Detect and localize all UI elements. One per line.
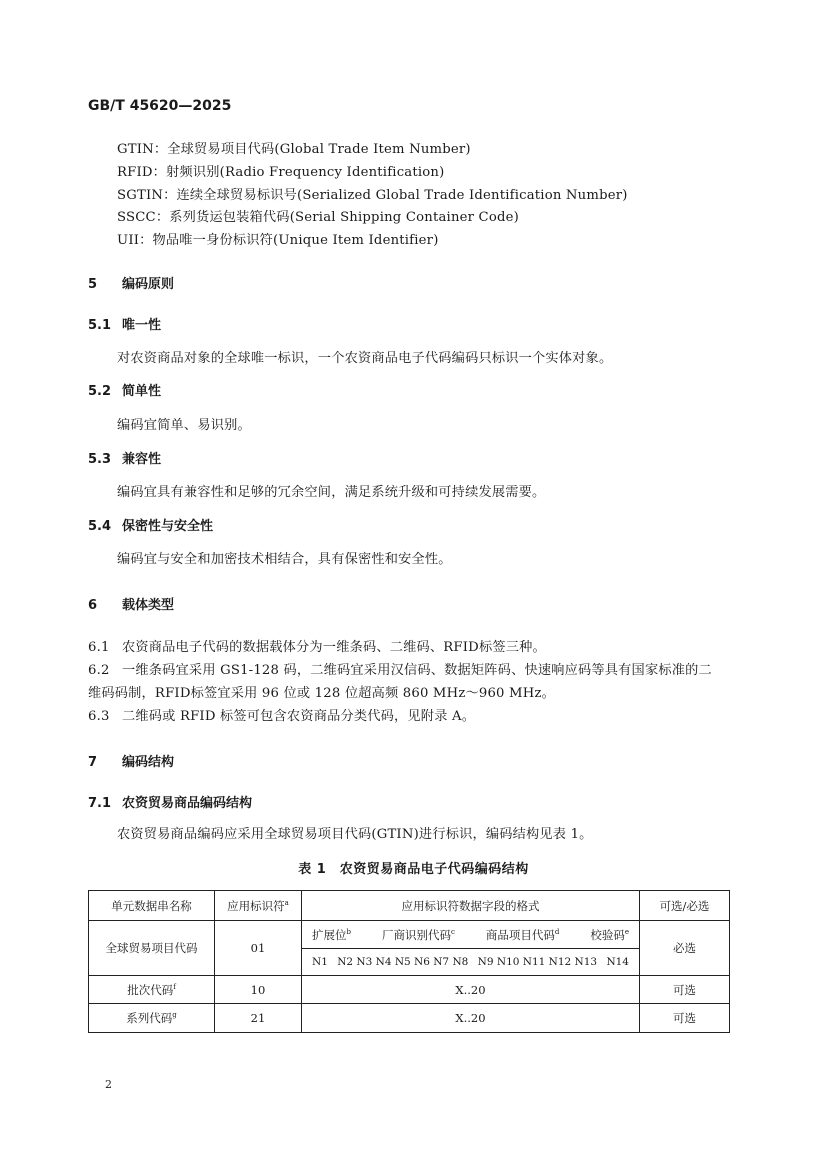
section-7-1-text: 农资贸易商品编码应采用全球贸易项目代码(GTIN)进行标识，编码结构见表 1。 <box>117 827 593 842</box>
table-caption: 表 1 农资贸易商品电子代码编码结构 <box>298 862 529 877</box>
header-name: 单元数据串名称 <box>89 891 215 921</box>
section-5-heading: 5 编码原则 <box>88 277 175 292</box>
batch-format: X..20 <box>302 976 640 1004</box>
table-header-row <box>89 891 730 921</box>
field-code-extension: N1 <box>312 956 328 968</box>
section-5-4-heading: 5.4 保密性与安全性 <box>88 519 214 534</box>
section-6-heading: 6 载体类型 <box>88 598 175 613</box>
section-5-2-heading: 5.2 简单性 <box>88 384 162 399</box>
section-7-1-heading: 7.1 农资贸易商品编码结构 <box>88 796 253 811</box>
header-ai: 应用标识符$^a$ <box>215 891 302 921</box>
section-5-3-text: 编码宜具有兼容性和足够的冗余空间，满足系统升级和可持续发展需要。 <box>117 485 546 500</box>
abbreviation-uii: UII：物品唯一身份标识符(Unique Item Identifier) <box>117 233 439 248</box>
abbreviation-gtin: GTIN：全球贸易项目代码(Global Trade Item Number) <box>117 142 471 157</box>
section-6-1: 6.1 农资商品电子代码的数据载体分为一维条码、二维码、RFID标签三种。 <box>88 640 546 655</box>
serial-format: X..20 <box>302 1004 640 1033</box>
field-label-extension: 扩展位$^b$ <box>312 927 351 942</box>
section-6-2-line1: 6.2 一维条码宜采用 GS1-128 码，二维码宜采用汉信码、数据矩阵码、快速响应码等具有国家标准的二 <box>88 663 712 678</box>
table-row-serial <box>89 1004 730 1033</box>
section-6-2-line2: 维码码制，RFID标签宜采用 96 位或 128 位超高频 860 MHz～960 MHz。 <box>88 686 555 701</box>
header-format: 应用标识符数据字段的格式 <box>302 891 640 921</box>
abbreviation-sgtin: SGTIN：连续全球贸易标识号(Serialized Global Trade Identification Number) <box>117 188 628 203</box>
abbreviation-sscc: SSCC：系列货运包装箱代码(Serial Shipping Container Code) <box>117 210 519 225</box>
field-label-check: 校验码$^e$ <box>590 927 629 942</box>
section-5-1-heading: 5.1 唯一性 <box>88 318 162 333</box>
section-6-3: 6.3 二维码或 RFID 标签可包含农资商品分类代码，见附录 A。 <box>88 709 476 724</box>
section-7-heading: 7 编码结构 <box>88 755 175 770</box>
serial-ai: 21 <box>215 1004 302 1033</box>
gtin-field-labels <box>302 921 640 949</box>
table-row-gtin <box>89 921 730 949</box>
serial-name: 系列代码$^g$ <box>89 1004 215 1033</box>
abbreviation-rfid: RFID：射频识别(Radio Frequency Identification) <box>117 165 445 180</box>
gtin-ai: 01 <box>215 921 302 976</box>
standard-number: GB/T 45620—2025 <box>88 98 232 114</box>
section-5-2-text: 编码宜简单、易识别。 <box>117 418 251 433</box>
gtin-name: 全球贸易项目代码 <box>89 921 215 976</box>
field-code-check: N14 <box>606 956 629 968</box>
batch-ai: 10 <box>215 976 302 1004</box>
section-5-4-text: 编码宜与安全和加密技术相结合，具有保密性和安全性。 <box>117 552 452 567</box>
page-number: 2 <box>105 1078 112 1091</box>
serial-opt: 可选 <box>640 1004 730 1033</box>
field-code-company: N2 N3 N4 N5 N6 N7 N8 <box>337 956 469 968</box>
header-opt: 可选/必选 <box>640 891 730 921</box>
field-label-item: 商品项目代码$^d$ <box>485 927 560 942</box>
batch-opt: 可选 <box>640 976 730 1004</box>
gtin-field-codes <box>302 949 640 976</box>
gtin-opt: 必选 <box>640 921 730 976</box>
field-code-item: N9 N10 N11 N12 N13 <box>477 956 598 968</box>
section-5-3-heading: 5.3 兼容性 <box>88 452 162 467</box>
coding-structure-table <box>88 890 730 1033</box>
field-label-company: 厂商识别代码$^c$ <box>381 927 455 942</box>
section-5-1-text: 对农资商品对象的全球唯一标识，一个农资商品电子代码编码只标识一个实体对象。 <box>117 351 613 366</box>
batch-name: 批次代码$^f$ <box>89 976 215 1004</box>
table-row-batch <box>89 976 730 1004</box>
